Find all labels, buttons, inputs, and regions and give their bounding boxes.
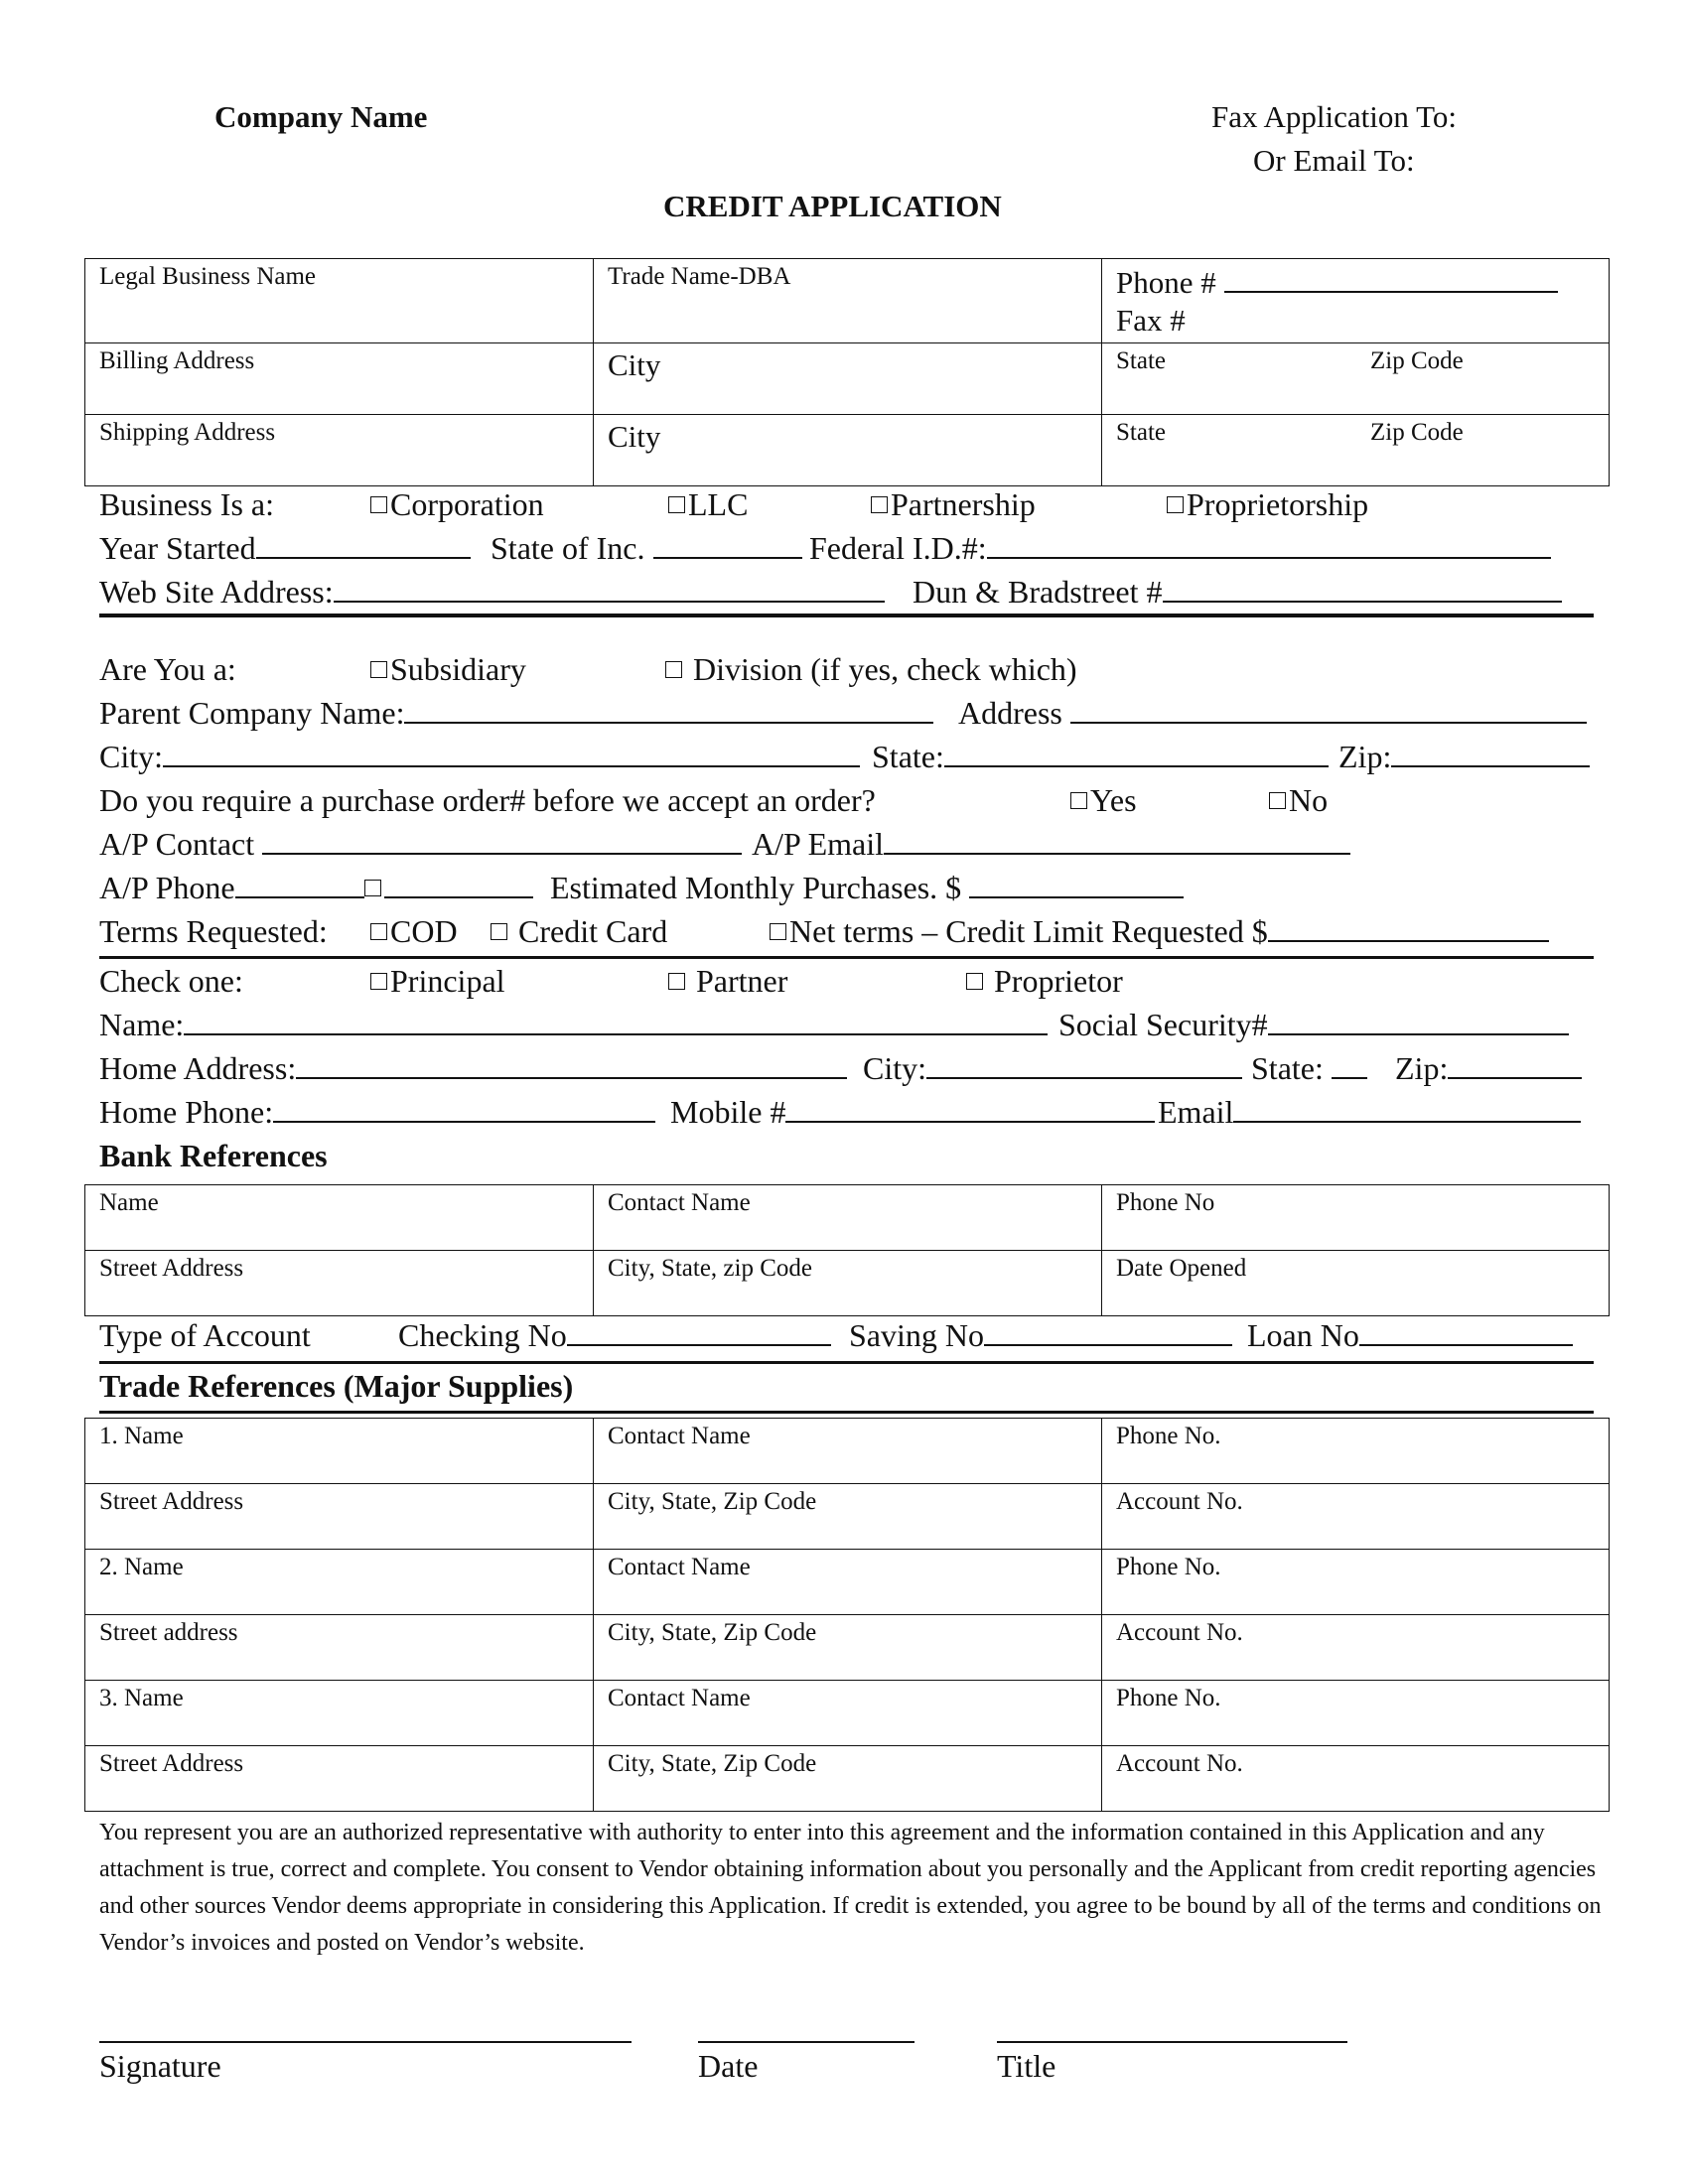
checkbox-icon [364, 880, 381, 896]
bank-contact-label: Contact Name [608, 1189, 751, 1216]
email-to-label: Or Email To: [1253, 143, 1415, 178]
ap-email-field[interactable]: A/P Email [752, 826, 1350, 863]
federal-id-field[interactable]: Federal I.D.#: [809, 530, 1551, 567]
trade-cell[interactable] [593, 1549, 1102, 1615]
trade-cell[interactable] [593, 1680, 1102, 1746]
home-address-field[interactable]: Home Address: [99, 1050, 847, 1087]
option-partnership[interactable]: Partnership [871, 486, 1036, 523]
home-state-field[interactable]: State: [1251, 1050, 1367, 1087]
bank-contact-cell[interactable] [593, 1184, 1102, 1251]
date-line[interactable] [698, 2041, 914, 2043]
trade-cell-label: Account No. [1116, 1488, 1243, 1515]
checkbox-icon [370, 923, 387, 940]
checkbox-icon [491, 923, 507, 940]
trade-cell-label: Street Address [99, 1488, 244, 1515]
trade-cell[interactable] [1101, 1418, 1610, 1484]
trade-name-cell[interactable] [593, 258, 1102, 343]
billing-address-label: Billing Address [99, 347, 255, 374]
option-credit-card[interactable]: Credit Card [491, 913, 667, 950]
option-proprietorship[interactable]: Proprietorship [1167, 486, 1368, 523]
year-started-field[interactable]: Year Started [99, 530, 471, 567]
bank-phone-cell[interactable] [1101, 1184, 1610, 1251]
bank-date-opened-cell[interactable] [1101, 1250, 1610, 1316]
shipping-city-cell[interactable] [593, 414, 1102, 486]
checkbox-icon [665, 661, 682, 678]
trade-cell[interactable] [593, 1483, 1102, 1550]
page-title: CREDIT APPLICATION [663, 189, 1002, 223]
billing-state-zip-cell[interactable] [1101, 342, 1610, 415]
shipping-state-label: State [1116, 419, 1166, 446]
bank-street-label: Street Address [99, 1255, 244, 1282]
checkbox-icon [966, 973, 983, 990]
date-label: Date [698, 2048, 759, 2084]
shipping-city-label: City [608, 419, 661, 454]
phone-label: Phone # [1116, 265, 1558, 301]
are-you-label: Are You a: [99, 651, 236, 687]
trade-cell-label: City, State, Zip Code [608, 1750, 817, 1777]
checkbox-icon [770, 923, 786, 940]
mobile-field[interactable]: Mobile # [670, 1094, 1155, 1131]
principal-email-field[interactable]: Email [1158, 1094, 1581, 1131]
legal-name-cell[interactable] [84, 258, 594, 343]
legal-agreement-text: You represent you are an authorized representative with authority to enter into this agreement and the information contained in this Application and any attachment is true, correct and complete. You consent to Vendor obtaining information about you personally and the Applicant from credit reporting agencies and other sources Vendor deems appropriate in considering this Application. If credit is extended, you agree to be bound by all of the terms and conditions on Vendor’s invoices and posted on Vendor’s website. [99, 1820, 1602, 1956]
trade-cell-label: 3. Name [99, 1685, 184, 1711]
company-name: Company Name [214, 99, 428, 134]
loan-field[interactable]: Loan No [1247, 1317, 1573, 1354]
home-city-field[interactable]: City: [863, 1050, 1242, 1087]
option-po-no[interactable]: No [1269, 782, 1328, 819]
trade-cell[interactable] [84, 1418, 594, 1484]
checkbox-icon [668, 973, 685, 990]
trade-cell-label: Phone No. [1116, 1554, 1221, 1580]
trade-cell-label: Contact Name [608, 1685, 751, 1711]
trade-cell-label: 2. Name [99, 1554, 184, 1580]
trade-cell[interactable] [84, 1680, 594, 1746]
option-principal[interactable]: Principal [370, 963, 505, 1000]
type-of-account-label: Type of Account [99, 1317, 311, 1353]
ap-contact-field[interactable]: A/P Contact [99, 826, 742, 863]
bank-city-cell[interactable] [593, 1250, 1102, 1316]
title-line[interactable] [997, 2041, 1347, 2043]
checkbox-icon [1070, 792, 1087, 809]
parent-state-field[interactable]: State: [872, 739, 1329, 775]
section-divider [99, 1411, 1594, 1414]
trade-cell[interactable] [1101, 1549, 1610, 1615]
shipping-address-label: Shipping Address [99, 419, 276, 446]
parent-zip-field[interactable]: Zip: [1338, 739, 1590, 775]
option-net-terms[interactable]: Net terms – Credit Limit Requested $ [770, 913, 1549, 950]
section-divider [99, 1361, 1594, 1364]
bank-name-cell[interactable] [84, 1184, 594, 1251]
signature-line[interactable] [99, 2041, 632, 2043]
trade-cell[interactable] [593, 1745, 1102, 1812]
billing-zip-label: Zip Code [1370, 347, 1464, 374]
billing-address-cell[interactable] [84, 342, 594, 415]
check-one-label: Check one: [99, 963, 243, 999]
shipping-zip-label: Zip Code [1370, 419, 1464, 446]
trade-cell[interactable] [1101, 1745, 1610, 1812]
est-purchases-field[interactable]: Estimated Monthly Purchases. $ [550, 870, 1184, 906]
po-question-label: Do you require a purchase order# before we accept an order? [99, 782, 876, 818]
checkbox-icon [370, 661, 387, 678]
legal-name-label: Legal Business Name [99, 263, 317, 290]
terms-label: Terms Requested: [99, 913, 328, 949]
trade-cell-label: Street address [99, 1619, 238, 1646]
bank-name-label: Name [99, 1189, 159, 1216]
state-inc-field[interactable]: State of Inc. [491, 530, 802, 567]
trade-cell-label: City, State, Zip Code [608, 1488, 817, 1515]
checkbox-icon [668, 496, 685, 513]
bank-date-opened-label: Date Opened [1116, 1255, 1247, 1282]
trade-cell[interactable] [84, 1745, 594, 1812]
parent-address-field[interactable]: Address [958, 695, 1587, 732]
option-division[interactable]: Division (if yes, check which) [665, 651, 1077, 688]
option-llc[interactable]: LLC [668, 486, 748, 523]
checking-field[interactable]: Checking No [398, 1317, 831, 1354]
trade-name-label: Trade Name-DBA [608, 263, 791, 290]
trade-cell-label: Contact Name [608, 1423, 751, 1449]
home-phone-field[interactable]: Home Phone: [99, 1094, 655, 1131]
trade-cell-label: Street Address [99, 1750, 244, 1777]
trade-cell[interactable] [84, 1614, 594, 1681]
fax-to-label: Fax Application To: [1211, 99, 1457, 134]
bank-street-cell[interactable] [84, 1250, 594, 1316]
bank-city-label: City, State, zip Code [608, 1255, 812, 1282]
ap-phone-field[interactable]: A/P Phone [99, 870, 533, 906]
option-partner[interactable]: Partner [668, 963, 787, 1000]
signature-label: Signature [99, 2048, 221, 2084]
shipping-address-cell[interactable] [84, 414, 594, 486]
trade-cell[interactable] [1101, 1614, 1610, 1681]
principal-name-field[interactable]: Name: [99, 1007, 1048, 1043]
business-is-label: Business Is a: [99, 486, 274, 522]
checkbox-icon [1167, 496, 1184, 513]
bank-references-heading: Bank References [99, 1138, 328, 1173]
trade-cell[interactable] [84, 1483, 594, 1550]
trade-cell[interactable] [84, 1549, 594, 1615]
trade-cell-label: Phone No. [1116, 1423, 1221, 1449]
trade-cell[interactable] [1101, 1483, 1610, 1550]
home-zip-field[interactable]: Zip: [1395, 1050, 1582, 1087]
website-field[interactable]: Web Site Address: [99, 574, 885, 611]
option-proprietor[interactable]: Proprietor [966, 963, 1123, 1000]
billing-state-label: State [1116, 347, 1166, 374]
dun-field[interactable]: Dun & Bradstreet # [913, 574, 1562, 611]
checkbox-icon [1269, 792, 1286, 809]
trade-cell-label: Phone No. [1116, 1685, 1221, 1711]
option-cod[interactable]: COD [370, 913, 458, 950]
saving-field[interactable]: Saving No [849, 1317, 1232, 1354]
billing-city-cell[interactable] [593, 342, 1102, 415]
trade-cell-label: 1. Name [99, 1423, 184, 1449]
trade-cell[interactable] [1101, 1680, 1610, 1746]
trade-references-heading: Trade References (Major Supplies) [99, 1368, 574, 1404]
ssn-field[interactable]: Social Security# [1058, 1007, 1569, 1043]
bank-phone-label: Phone No [1116, 1189, 1215, 1216]
option-subsidiary[interactable]: Subsidiary [370, 651, 526, 688]
phone-fax-cell[interactable] [1101, 258, 1610, 343]
trade-cell[interactable] [593, 1418, 1102, 1484]
checkbox-icon [871, 496, 888, 513]
checkbox-icon [370, 973, 387, 990]
parent-city-field[interactable]: City: [99, 739, 860, 775]
title-label: Title [997, 2048, 1056, 2084]
section-divider [99, 956, 1594, 959]
option-po-yes[interactable]: Yes [1070, 782, 1137, 819]
billing-city-label: City [608, 347, 661, 382]
trade-cell-label: City, State, Zip Code [608, 1619, 817, 1646]
trade-cell-label: Account No. [1116, 1750, 1243, 1777]
option-corporation[interactable]: Corporation [370, 486, 544, 523]
checkbox-icon [370, 496, 387, 513]
parent-name-field[interactable]: Parent Company Name: [99, 695, 933, 732]
trade-cell-label: Account No. [1116, 1619, 1243, 1646]
shipping-state-zip-cell[interactable] [1101, 414, 1610, 486]
trade-cell-label: Contact Name [608, 1554, 751, 1580]
section-divider [99, 614, 1594, 617]
trade-cell[interactable] [593, 1614, 1102, 1681]
fax-label: Fax # [1116, 303, 1186, 338]
